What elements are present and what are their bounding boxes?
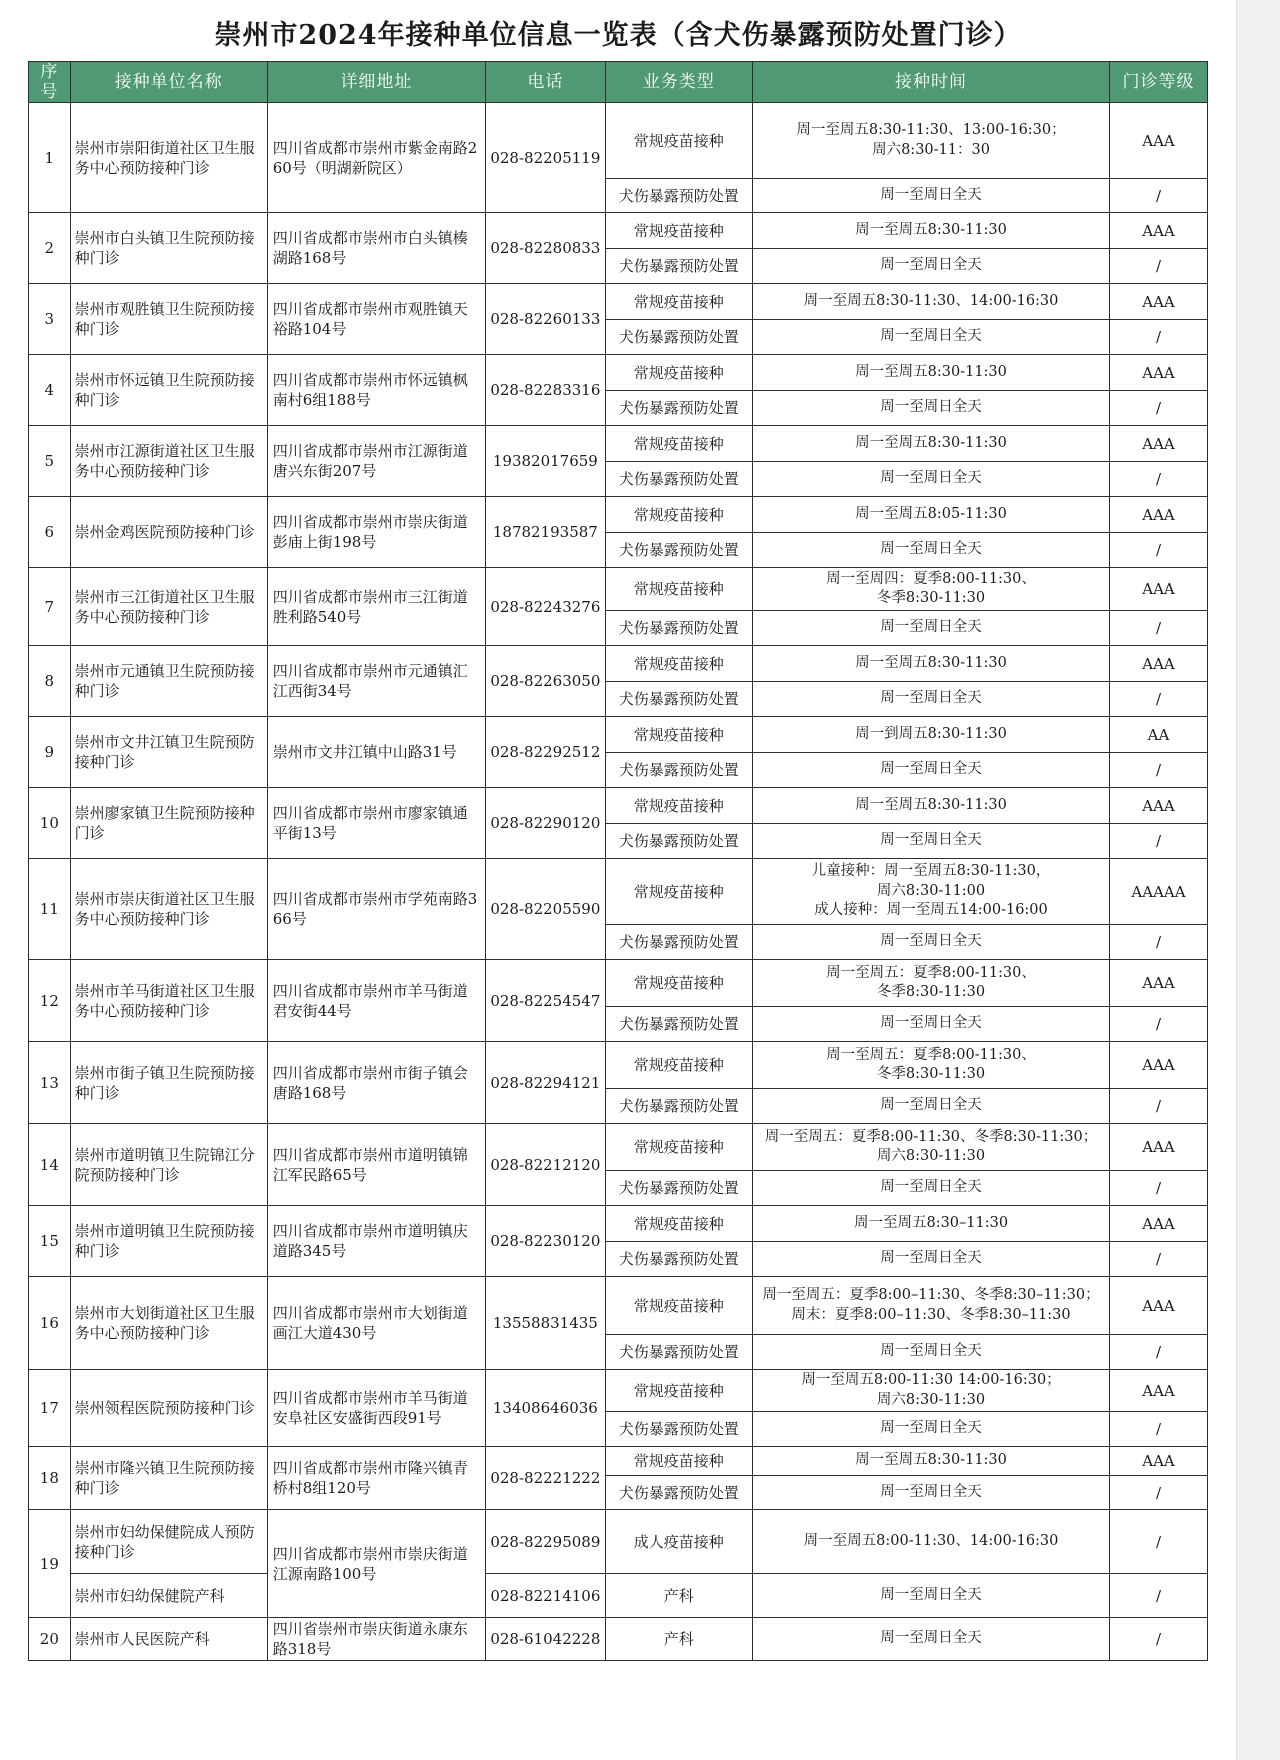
unit-address: 四川省成都市崇州市学苑南路366号 <box>267 859 485 960</box>
table-row <box>29 284 1208 320</box>
service-type: 犬伤暴露预防处置 <box>605 533 753 568</box>
row-index: 2 <box>29 213 71 284</box>
unit-phone: 028-82214106 <box>486 1574 605 1618</box>
unit-name: 崇州市江源街道社区卫生服务中心预防接种门诊 <box>70 426 267 497</box>
service-type: 犬伤暴露预防处置 <box>605 682 753 717</box>
service-type: 产科 <box>605 1618 753 1661</box>
clinic-level: / <box>1110 1335 1208 1370</box>
service-type: 常规疫苗接种 <box>605 284 753 320</box>
table-row <box>29 1370 1208 1412</box>
unit-address: 四川省成都市崇州市隆兴镇青桥村8组120号 <box>267 1447 485 1510</box>
unit-address: 四川省成都市崇州市观胜镇天裕路104号 <box>267 284 485 355</box>
row-index: 11 <box>29 859 71 960</box>
clinic-level: / <box>1110 1007 1208 1042</box>
service-type: 犬伤暴露预防处置 <box>605 1171 753 1206</box>
unit-name: 崇州市羊马街道社区卫生服务中心预防接种门诊 <box>70 960 267 1042</box>
service-type: 常规疫苗接种 <box>605 859 753 925</box>
unit-address: 四川省成都市崇州市江源街道唐兴东街207号 <box>267 426 485 497</box>
unit-address: 四川省成都市崇州市崇庆街道江源南路100号 <box>267 1510 485 1618</box>
service-type: 常规疫苗接种 <box>605 497 753 533</box>
table-row <box>29 859 1208 925</box>
table-body <box>29 103 1208 1661</box>
unit-phone: 13408646036 <box>486 1370 605 1447</box>
clinic-level: / <box>1110 824 1208 859</box>
unit-name: 崇州市道明镇卫生院预防接种门诊 <box>70 1206 267 1277</box>
clinic-level: AAA <box>1110 1447 1208 1476</box>
header-address: 详细地址 <box>267 62 485 103</box>
unit-address: 四川省成都市崇州市元通镇汇江西街34号 <box>267 646 485 717</box>
row-index: 17 <box>29 1370 71 1447</box>
clinic-level: / <box>1110 320 1208 355</box>
unit-address: 崇州市文井江镇中山路31号 <box>267 717 485 788</box>
clinic-level: AAA <box>1110 568 1208 611</box>
table-row <box>29 103 1208 179</box>
service-hours: 周一至周日全天 <box>753 1412 1110 1447</box>
row-index: 1 <box>29 103 71 213</box>
row-index: 13 <box>29 1042 71 1124</box>
service-hours: 周一至周日全天 <box>753 320 1110 355</box>
unit-phone: 028-82205119 <box>486 103 605 213</box>
service-type: 常规疫苗接种 <box>605 1042 753 1089</box>
service-type: 常规疫苗接种 <box>605 960 753 1007</box>
service-type: 犬伤暴露预防处置 <box>605 824 753 859</box>
unit-phone: 028-82294121 <box>486 1042 605 1124</box>
service-type: 常规疫苗接种 <box>605 646 753 682</box>
clinic-level: / <box>1110 533 1208 568</box>
unit-phone: 028-82212120 <box>486 1124 605 1206</box>
service-type: 犬伤暴露预防处置 <box>605 925 753 960</box>
service-hours: 周一至周日全天 <box>753 1007 1110 1042</box>
unit-name: 崇州市妇幼保健院产科 <box>70 1574 267 1618</box>
row-index: 18 <box>29 1447 71 1510</box>
service-hours: 周一至周日全天 <box>753 391 1110 426</box>
clinic-level: AAA <box>1110 213 1208 249</box>
header-hours: 接种时间 <box>753 62 1110 103</box>
clinic-level: AAAAA <box>1110 859 1208 925</box>
service-type: 成人疫苗接种 <box>605 1510 753 1574</box>
clinic-level: / <box>1110 391 1208 426</box>
unit-name: 崇州市三江街道社区卫生服务中心预防接种门诊 <box>70 568 267 646</box>
table-row <box>29 1206 1208 1242</box>
unit-name: 崇州市观胜镇卫生院预防接种门诊 <box>70 284 267 355</box>
service-type: 常规疫苗接种 <box>605 1124 753 1171</box>
unit-address: 四川省成都市崇州市白头镇楱湖路168号 <box>267 213 485 284</box>
vaccination-table <box>28 61 1208 1661</box>
unit-phone: 028-61042228 <box>486 1618 605 1661</box>
service-type: 犬伤暴露预防处置 <box>605 391 753 426</box>
unit-address: 四川省成都市崇州市廖家镇通平街13号 <box>267 788 485 859</box>
table-row <box>29 355 1208 391</box>
table-row <box>29 213 1208 249</box>
table-row <box>29 1574 1208 1618</box>
service-type: 犬伤暴露预防处置 <box>605 753 753 788</box>
service-hours: 周一至周五：夏季8:00-11:30、 冬季8:30-11:30 <box>753 960 1110 1007</box>
clinic-level: AAA <box>1110 1277 1208 1335</box>
unit-name: 崇州市道明镇卫生院锦江分院预防接种门诊 <box>70 1124 267 1206</box>
service-hours: 周一至周日全天 <box>753 533 1110 568</box>
service-type: 常规疫苗接种 <box>605 213 753 249</box>
unit-phone: 028-82260133 <box>486 284 605 355</box>
service-type: 常规疫苗接种 <box>605 788 753 824</box>
table-row <box>29 788 1208 824</box>
service-type: 犬伤暴露预防处置 <box>605 462 753 497</box>
row-index: 5 <box>29 426 71 497</box>
service-type: 犬伤暴露预防处置 <box>605 1242 753 1277</box>
clinic-level: / <box>1110 753 1208 788</box>
clinic-level: / <box>1110 462 1208 497</box>
unit-phone: 19382017659 <box>486 426 605 497</box>
unit-address: 四川省成都市崇州市紫金南路260号（明湖新院区） <box>267 103 485 213</box>
unit-name: 崇州市元通镇卫生院预防接种门诊 <box>70 646 267 717</box>
service-hours: 周一至周五：夏季8:00-11:30、冬季8:30-11:30； 周六8:30-11:30 <box>753 1124 1110 1171</box>
service-hours: 周一至周日全天 <box>753 249 1110 284</box>
service-hours: 周一至周日全天 <box>753 1476 1110 1510</box>
unit-address: 四川省成都市崇州市羊马街道安阜社区安盛街西段91号 <box>267 1370 485 1447</box>
row-index: 19 <box>29 1510 71 1618</box>
unit-address: 四川省成都市崇州市崇庆街道彭庙上街198号 <box>267 497 485 568</box>
clinic-level: AAA <box>1110 355 1208 391</box>
unit-address: 四川省成都市崇州市道明镇锦江军民路65号 <box>267 1124 485 1206</box>
clinic-level: / <box>1110 1476 1208 1510</box>
table-row <box>29 426 1208 462</box>
service-type: 常规疫苗接种 <box>605 355 753 391</box>
service-hours: 儿童接种：周一至周五8:30-11:30， 周六8:30-11:00 成人接种：周一至周五14:00-16:00 <box>753 859 1110 925</box>
clinic-level: AAA <box>1110 497 1208 533</box>
service-hours: 周一至周日全天 <box>753 824 1110 859</box>
document-title: 崇州市2024年接种单位信息一览表（含犬伤暴露预防处置门诊） <box>214 20 1022 51</box>
clinic-level: / <box>1110 682 1208 717</box>
table-row <box>29 1124 1208 1171</box>
service-hours: 周一至周日全天 <box>753 1335 1110 1370</box>
table-row <box>29 568 1208 611</box>
service-hours: 周一至周日全天 <box>753 1089 1110 1124</box>
unit-phone: 028-82263050 <box>486 646 605 717</box>
unit-phone: 028-82243276 <box>486 568 605 646</box>
unit-address: 四川省成都市崇州市大划街道画江大道430号 <box>267 1277 485 1370</box>
service-type: 常规疫苗接种 <box>605 1447 753 1476</box>
service-hours: 周一至周日全天 <box>753 682 1110 717</box>
service-hours: 周一至周日全天 <box>753 611 1110 646</box>
header-phone: 电话 <box>486 62 605 103</box>
service-type: 犬伤暴露预防处置 <box>605 1335 753 1370</box>
service-hours: 周一至周日全天 <box>753 1574 1110 1618</box>
clinic-level: AAA <box>1110 646 1208 682</box>
service-type: 犬伤暴露预防处置 <box>605 1412 753 1447</box>
service-type: 犬伤暴露预防处置 <box>605 611 753 646</box>
service-hours: 周一至周五：夏季8:00–11:30、冬季8:30–11:30； 周末：夏季8:00–11:30、冬季8:30–11:30 <box>753 1277 1110 1335</box>
row-index: 16 <box>29 1277 71 1370</box>
clinic-level: / <box>1110 1412 1208 1447</box>
unit-address: 四川省成都市崇州市三江街道胜利路540号 <box>267 568 485 646</box>
unit-name: 崇州金鸡医院预防接种门诊 <box>70 497 267 568</box>
service-hours: 周一至周日全天 <box>753 462 1110 497</box>
unit-phone: 13558831435 <box>486 1277 605 1370</box>
unit-phone: 18782193587 <box>486 497 605 568</box>
header-level: 门诊等级 <box>1110 62 1208 103</box>
row-index: 7 <box>29 568 71 646</box>
clinic-level: / <box>1110 1242 1208 1277</box>
clinic-level: AAA <box>1110 1370 1208 1412</box>
row-index: 12 <box>29 960 71 1042</box>
table-row <box>29 960 1208 1007</box>
row-index: 15 <box>29 1206 71 1277</box>
service-hours: 周一至周五8:30-11:30 <box>753 788 1110 824</box>
table-row <box>29 1042 1208 1089</box>
service-hours: 周一至周五8:30-11:30 <box>753 426 1110 462</box>
service-type: 常规疫苗接种 <box>605 717 753 753</box>
service-hours: 周一至周五8:30-11:30 <box>753 646 1110 682</box>
service-hours: 周一至周五8:00-11:30、14:00-16:30 <box>753 1510 1110 1574</box>
unit-name: 崇州市白头镇卫生院预防接种门诊 <box>70 213 267 284</box>
service-hours: 周一至周五8:30-11:30 <box>753 213 1110 249</box>
clinic-level: AAA <box>1110 788 1208 824</box>
service-type: 常规疫苗接种 <box>605 1277 753 1335</box>
unit-phone: 028-82283316 <box>486 355 605 426</box>
unit-name: 崇州市街子镇卫生院预防接种门诊 <box>70 1042 267 1124</box>
table-row <box>29 497 1208 533</box>
service-hours: 周一至周日全天 <box>753 925 1110 960</box>
service-hours: 周一到周五8:30-11:30 <box>753 717 1110 753</box>
unit-address: 四川省成都市崇州市街子镇会唐路168号 <box>267 1042 485 1124</box>
clinic-level: AAA <box>1110 960 1208 1007</box>
clinic-level: AAA <box>1110 103 1208 179</box>
service-hours: 周一至周五8:30–11:30 <box>753 1206 1110 1242</box>
unit-name: 崇州市大划街道社区卫生服务中心预防接种门诊 <box>70 1277 267 1370</box>
service-hours: 周一至周五8:30-11:30 <box>753 1447 1110 1476</box>
service-hours: 周一至周五8:00-11:30 14:00-16:30； 周六8:30-11:30 <box>753 1370 1110 1412</box>
service-type: 产科 <box>605 1574 753 1618</box>
service-type: 犬伤暴露预防处置 <box>605 179 753 213</box>
service-hours: 周一至周五8:30-11:30、14:00-16:30 <box>753 284 1110 320</box>
clinic-level: / <box>1110 925 1208 960</box>
unit-phone: 028-82205590 <box>486 859 605 960</box>
table-row <box>29 1447 1208 1476</box>
service-hours: 周一至周日全天 <box>753 179 1110 213</box>
unit-phone: 028-82254547 <box>486 960 605 1042</box>
service-hours: 周一至周日全天 <box>753 1171 1110 1206</box>
service-type: 犬伤暴露预防处置 <box>605 1476 753 1510</box>
row-index: 20 <box>29 1618 71 1661</box>
unit-phone: 028-82230120 <box>486 1206 605 1277</box>
service-hours: 周一至周五8:30-11:30、13:00-16:30； 周六8:30-11：30 <box>753 103 1110 179</box>
service-hours: 周一至周五8:05-11:30 <box>753 497 1110 533</box>
unit-phone: 028-82290120 <box>486 788 605 859</box>
table-row <box>29 1277 1208 1335</box>
unit-name: 崇州市文井江镇卫生院预防接种门诊 <box>70 717 267 788</box>
service-type: 常规疫苗接种 <box>605 426 753 462</box>
unit-name: 崇州市妇幼保健院成人预防接种门诊 <box>70 1510 267 1574</box>
unit-name: 崇州市崇阳街道社区卫生服务中心预防接种门诊 <box>70 103 267 213</box>
header-index: 序号 <box>29 62 71 103</box>
header-service-type: 业务类型 <box>605 62 753 103</box>
clinic-level: / <box>1110 611 1208 646</box>
header-unit-name: 接种单位名称 <box>70 62 267 103</box>
unit-name: 崇州市怀远镇卫生院预防接种门诊 <box>70 355 267 426</box>
clinic-level: / <box>1110 1510 1208 1574</box>
unit-address: 四川省成都市崇州市羊马街道君安街44号 <box>267 960 485 1042</box>
clinic-level: / <box>1110 1618 1208 1661</box>
unit-phone: 028-82221222 <box>486 1447 605 1510</box>
unit-address: 四川省崇州市崇庆街道永康东路318号 <box>267 1618 485 1661</box>
clinic-level: / <box>1110 1171 1208 1206</box>
unit-name: 崇州领程医院预防接种门诊 <box>70 1370 267 1447</box>
service-hours: 周一至周日全天 <box>753 753 1110 788</box>
table-row <box>29 717 1208 753</box>
clinic-level: AAA <box>1110 284 1208 320</box>
table-header-row <box>29 62 1208 103</box>
service-type: 常规疫苗接种 <box>605 103 753 179</box>
unit-address: 四川省成都市崇州市怀远镇枫南村6组188号 <box>267 355 485 426</box>
unit-phone: 028-82280833 <box>486 213 605 284</box>
row-index: 4 <box>29 355 71 426</box>
unit-name: 崇州市隆兴镇卫生院预防接种门诊 <box>70 1447 267 1510</box>
service-type: 犬伤暴露预防处置 <box>605 249 753 284</box>
service-hours: 周一至周日全天 <box>753 1242 1110 1277</box>
row-index: 10 <box>29 788 71 859</box>
row-index: 9 <box>29 717 71 788</box>
service-type: 犬伤暴露预防处置 <box>605 1089 753 1124</box>
table-row <box>29 646 1208 682</box>
service-type: 常规疫苗接种 <box>605 568 753 611</box>
row-index: 3 <box>29 284 71 355</box>
service-hours: 周一至周五8:30-11:30 <box>753 355 1110 391</box>
clinic-level: / <box>1110 1089 1208 1124</box>
table-row <box>29 1618 1208 1661</box>
unit-phone: 028-82292512 <box>486 717 605 788</box>
row-index: 8 <box>29 646 71 717</box>
clinic-level: / <box>1110 1574 1208 1618</box>
service-hours: 周一至周日全天 <box>753 1618 1110 1661</box>
unit-address: 四川省成都市崇州市道明镇庆道路345号 <box>267 1206 485 1277</box>
scrollbar-track[interactable] <box>1236 0 1280 1760</box>
clinic-level: / <box>1110 179 1208 213</box>
clinic-level: AAA <box>1110 1042 1208 1089</box>
unit-name: 崇州廖家镇卫生院预防接种门诊 <box>70 788 267 859</box>
row-index: 6 <box>29 497 71 568</box>
service-type: 常规疫苗接种 <box>605 1206 753 1242</box>
service-hours: 周一至周四：夏季8:00-11:30、 冬季8:30-11:30 <box>753 568 1110 611</box>
clinic-level: AA <box>1110 717 1208 753</box>
service-type: 犬伤暴露预防处置 <box>605 320 753 355</box>
service-type: 犬伤暴露预防处置 <box>605 1007 753 1042</box>
row-index: 14 <box>29 1124 71 1206</box>
clinic-level: AAA <box>1110 1206 1208 1242</box>
clinic-level: AAA <box>1110 1124 1208 1171</box>
service-type: 常规疫苗接种 <box>605 1370 753 1412</box>
service-hours: 周一至周五：夏季8:00-11:30、 冬季8:30-11:30 <box>753 1042 1110 1089</box>
unit-name: 崇州市人民医院产科 <box>70 1618 267 1661</box>
table-row <box>29 1510 1208 1574</box>
unit-name: 崇州市崇庆街道社区卫生服务中心预防接种门诊 <box>70 859 267 960</box>
clinic-level: AAA <box>1110 426 1208 462</box>
unit-phone: 028-82295089 <box>486 1510 605 1574</box>
clinic-level: / <box>1110 249 1208 284</box>
